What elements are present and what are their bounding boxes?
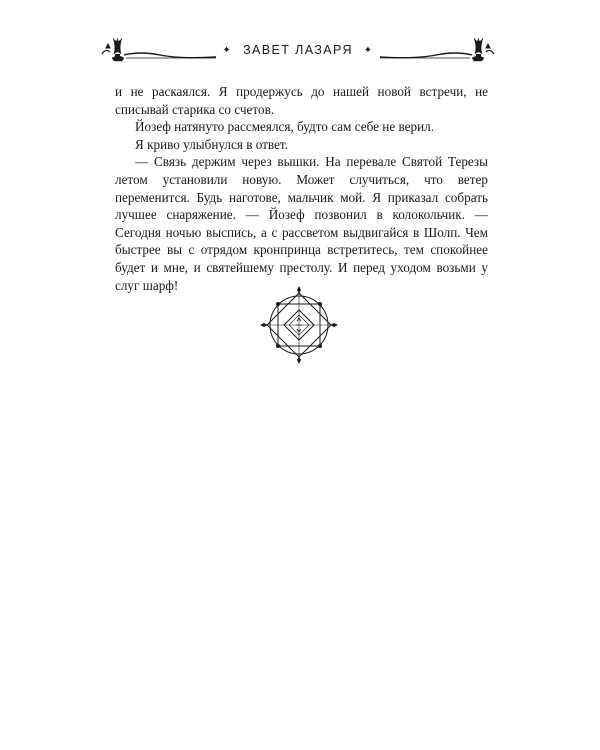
circle-diamond-sigil-icon [259, 285, 339, 365]
star-icon: ✦ [222, 45, 233, 56]
paragraph: Йозеф натянуто рассмеялся, будто сам себе не верил. [135, 119, 435, 135]
paragraph: Я криво улыбнулся в ответ. [135, 136, 288, 152]
running-header [100, 34, 496, 64]
paragraph: и не раскаялся. Я продержусь до нашей новой встречи, не списывай старика со счетов. [115, 84, 488, 117]
paragraph: — Связь держим через вышки. На перевале Святой Терезы летом установили новую. Может случиться, что ветер переменится. Будь наготове, мальчик мой. Я приказал собрать лучшее снаряжение. — Йозеф позвонил в колокольчик. — Сегодня ночью выспись, а с рассветом выдвигайся в Шолп. Чем быстрее вы с отрядом кронпринца встретитесь, тем спокойнее будет и мне, и святейшему престолу. И перед уходом возьми у слуг шарф! [115, 154, 488, 293]
star-icon: ✦ [363, 45, 374, 56]
book-title: ЗАВЕТ ЛАЗАРЯ [243, 43, 353, 57]
body-text [115, 83, 488, 294]
fleur-de-lis-ornament-right-icon [380, 34, 496, 64]
